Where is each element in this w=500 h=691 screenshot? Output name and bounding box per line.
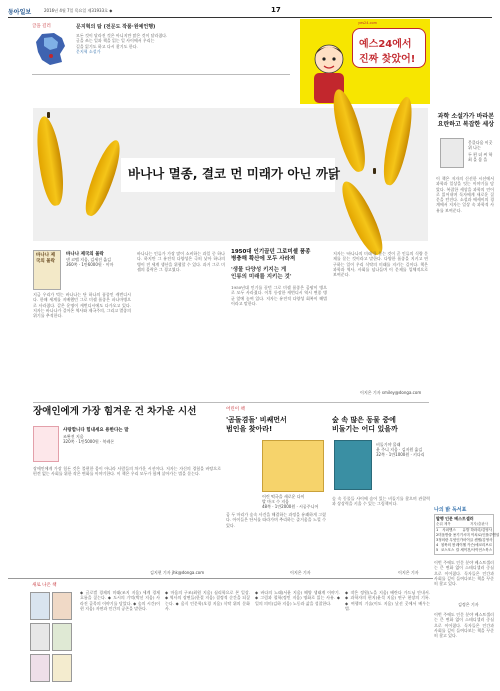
book-title: 미움받을 용기 — [438, 533, 460, 538]
new-books-covers — [30, 592, 74, 684]
table-row[interactable] — [436, 548, 492, 553]
book-author: 유발 하라리/김영사 — [462, 528, 492, 533]
right-headline-2: 요란하고 복잡한 세상 — [437, 121, 494, 128]
kids-left-cover — [262, 440, 324, 492]
top-left-line-3: 길을 잃기도 하고 다시 찾기도 한다. — [76, 43, 138, 49]
kids-right-byline: 이지은 기자 — [398, 570, 419, 575]
mid-col-2-quote-1: '생물 다양성 키지는 게 — [231, 267, 287, 273]
new-books-col-2: ◆ 마음의 구조(최원 지음) 심리학으로 본 일상. ◆ 역사의 장면들(한결 지음) 결정적 순간을 되짚는다. ◆ 음식 인문학(오경 지음) 식탁 위의 문화사. — [165, 590, 250, 611]
right-book-caption: 두 편 더 씨 학 최 을 몸 을 — [468, 152, 493, 163]
mid-col-2-headline-2: 병충해 확산에 모두 사라져 — [231, 256, 296, 262]
col-author: 저자/출판사 — [470, 522, 489, 527]
issue-date: 2016년 4월 7일 목요일 제31933호 ◆ — [44, 8, 113, 13]
kids-left — [226, 416, 326, 434]
kids-left-headline-1: '곰돌겸돌' 비쌔먼서 — [226, 416, 287, 424]
book-author: 기시미 이치로/인플루엔셜 — [459, 533, 500, 538]
book-left-title: 바나나 제국의 몰락 — [66, 252, 104, 257]
kids-right-cover — [334, 440, 372, 490]
book-author: 마이클 샌델/김영사 — [463, 538, 493, 543]
kids-right — [332, 416, 430, 434]
bestseller-section — [434, 506, 494, 513]
rank: 4 — [436, 543, 439, 548]
book-author: 칼 세이건/사이언스북스 — [455, 548, 492, 553]
book-title: 사피엔스 — [442, 528, 456, 533]
mid-col-2-body: 1950년대 인기를 끌던 그로 미셸 품종은 곰팡이 병으로 모두 사라졌다. 이후 등장한 캐번디시 역시 변종 병균 앞에 놓여 있다. 저자는 유전적 다양성 회복이 해법이라고 말한다. — [231, 285, 327, 306]
kids-section-tag: 어린이 책 — [226, 407, 245, 412]
book-left-body: 지금 우리가 먹는 바나나는 단 하나의 품종인 캐번디시다. 한때 세계를 지배했던 그로 미셸 품종은 파나마병으로 사라졌다. 같은 운명이 캐번디시에도 다가오고 있다. 저자는 바나나가 걸어온 역사와 제국주의, 그리고 멸종의 위기를 추적한다. — [33, 292, 131, 319]
rank: 5 — [436, 548, 439, 553]
kids-left-meta — [262, 494, 326, 510]
new-book-cover-1 — [30, 592, 50, 620]
book-left-meta — [66, 251, 136, 267]
book-cover-title: 바나나 제국의 몰락 — [36, 253, 55, 264]
new-books-col-3: ◆ 바다의 노래(서윤 지음) 해양 생태계 이야기. ◆ 그림과 철학(정민 지음) 명화로 읽는 사유. ◆ 일의 의미(김하 지음) 노동과 삶을 성찰한다. — [255, 590, 340, 606]
top-left-line-2: 글을 쓰는 일과 책을 읽는 일 사이에서 우리는 — [76, 38, 155, 44]
right-book-cover — [440, 138, 464, 168]
new-book-cover-4 — [52, 623, 72, 651]
bottom-left-book-author: 조완전 지음 — [63, 433, 84, 439]
yes24-ad[interactable] — [300, 19, 430, 104]
banana-feature-image — [33, 108, 428, 241]
kids-left-headline-2: 범인을 찾아라! — [226, 425, 273, 433]
kids-right-headline-2: 비둘기는 어디 있을까 — [332, 425, 398, 433]
new-books-col-4: ◆ 작은 정원(노을 지음) 베란다 가드닝 안내서. ◆ 과학자의 편지(윤석 지음) 연구 현장의 기록. ◆ 여행의 기술(이도 지음) 낯선 곳에서 배우는 법. — [345, 590, 430, 611]
header-rule — [8, 17, 492, 18]
ad-line-1: 예스24에서 — [359, 39, 412, 50]
kids-right-book-title: 비둘기야 몰래 — [376, 442, 401, 447]
top-left-line-1: 모든 것이 달라진 것은 아니지만 많은 것이 달라졌다. — [76, 33, 168, 38]
book-cover-banana — [33, 250, 61, 290]
rank: 1 — [436, 528, 439, 533]
book-title: 정의란 무엇인가 — [438, 538, 464, 543]
right-book-title: 뭉클다음 이곳 위 나는 — [468, 140, 493, 151]
kids-right-headline-1: 숲 속 많은 동물 중에 — [332, 416, 396, 424]
kids-left-book-title: 어린 떡국을 새로운 다이 — [262, 494, 305, 499]
banana-4 — [379, 95, 417, 187]
mid-section-rule — [33, 402, 429, 403]
top-left-rule — [32, 74, 290, 75]
bottom-left-book-info: 320쪽 · 1만5000원 · 북레몬 — [63, 438, 115, 444]
page-number: 17 — [271, 6, 281, 14]
right-headline-1: 과학 소설가가 바라본 — [437, 113, 494, 120]
book-left-info: 360쪽 · 1만6000원 · 이마 — [66, 262, 114, 268]
disability-book-cover — [33, 426, 59, 462]
new-book-cover-3 — [30, 623, 50, 651]
ad-site-tag: yes24.com — [358, 21, 378, 25]
new-book-cover-5 — [30, 654, 50, 682]
mid-col-3-body: 저자는 '바나나의 미래'를 묻는 것이 곧 인류의 식량 문제를 묻는 것이라고 말한다. 다양한 품종을 지키고 연구하는 일이 우리 식탁의 미래를 지키는 길이다. 책은 과학과 역사, 사회를 넘나들며 이 문제를 입체적으로 보여준다. — [333, 251, 428, 278]
banana-2 — [80, 137, 126, 219]
book-left-author: 댄 코펠 지음, 김세진 옮김 — [66, 257, 111, 262]
kids-left-author: 발 마크 수 지음 — [262, 499, 289, 505]
kids-right-info: 32쪽 · 1만1000원 · 키다리 — [376, 452, 425, 458]
mid-col-3-byline: 이지은 기자 smiley@donga.com — [360, 390, 422, 395]
new-books-section-tag: 새로 나온 책 — [32, 583, 57, 588]
rank: 3 — [436, 538, 439, 543]
kids-left-body: 곰 두 마리가 숲속 사건을 해결하는 과정을 유쾌하게 그렸다. 아이들은 단서를 따라가며 추리하는 즐거움을 느낄 수 있다. — [226, 512, 326, 528]
masthead: 동아일보 — [8, 9, 32, 16]
bestseller-body: 이번 주에도 인문 분야 베스트셀러는 큰 변화 없이 스테디셀러 중심으로 이어졌다. 독자들은 인간과 사회를 깊이 들여다보는 책을 꾸준히 찾고 있다. — [434, 560, 494, 587]
korea-map-illustration — [32, 32, 70, 66]
mid-col-2 — [231, 249, 327, 385]
top-left-headline: 문지혁의 탐 (전문도 작품·원예언행) — [76, 24, 156, 30]
mid-col-2-quote-2: 인류의 미래를 지키는 것' — [231, 274, 292, 280]
bestseller-table-title: 발행 인문 베스트셀러 — [436, 516, 474, 521]
kids-right-meta — [376, 442, 430, 458]
ad-line-2: 진짜 찾았어! — [359, 54, 416, 65]
right-bottom-body: 이번 주에도 인문 분야 베스트셀러는 큰 변화 없이 스테디셀러 중심으로 이어졌다. 독자들은 인간과 사회를 깊이 들여다보는 책을 꾸준히 찾고 있다. — [434, 612, 494, 639]
bestseller-table — [434, 514, 500, 555]
bottom-section-rule — [8, 578, 433, 579]
rank: 2 — [436, 533, 439, 538]
bestseller-title: 나의 밝 독서표 — [434, 507, 467, 513]
new-book-cover-2 — [52, 592, 72, 620]
top-left-article — [76, 23, 260, 71]
kids-right-author: 윤 주니 지음 · 김지원 옮김 — [376, 447, 423, 453]
bottom-left-book-title: 사랑합니다 힘내세요 용한다는 말 — [63, 428, 129, 433]
bottom-left-headline: 장애인에게 가장 힘겨운 건 차가운 시선 — [33, 406, 197, 417]
bestseller-byline: 김정은 기자 — [458, 602, 479, 607]
new-books-col-1: ◆ 글로벌 경제의 미래(조지 지음) 세계 경제 흐름을 짚는다. ◆ 도시의 기억(박선 지음) 사라진 골목의 이야기를 담았다. ◆ 숲의 시간(이현 지음) 자연과 인간의 공존을 말한다. — [80, 590, 160, 611]
ad-character — [304, 41, 354, 103]
bottom-left-byline: 김지현 기자 jhk@donga.com — [150, 570, 205, 575]
page-header — [8, 6, 492, 16]
book-title: 코스모스 — [440, 548, 455, 553]
bottom-left-book-meta — [63, 428, 153, 444]
ad-speech-bubble — [352, 28, 426, 68]
banana-5 — [335, 177, 389, 259]
mid-col-1-body: 바나나는 인류가 가장 많이 소비하는 과일 중 하나다. 하지만 그 유전적 다양성은 극히 낮아 하나의 병이 전 세계 생산을 위협할 수 있다. 과거 그로 미셸의 몰락은 그 경고였다. — [137, 251, 225, 272]
kids-right-body: 숲 속 동물들 사이에 숨어 있는 비둘기를 찾으며 관찰력과 상상력을 키울 수 있는 그림책이다. — [332, 496, 430, 507]
right-column-body: 이 책은 저자의 신선한 시선에서 과학과 일상을 잇는 이야기를 담았다. 복잡한 세상을 과학의 언어로 읽어내며 독자에게 새로운 질문을 던진다. 소설과 에세이의 경계에서 저자는 일상 속 과학적 사유를 보여준다. — [436, 176, 494, 213]
section-tag: 글을 길러 — [32, 24, 51, 29]
banana-1 — [33, 115, 67, 207]
mid-col-2-headline-1: 1950대 인기끌던 그로미셸 품종 — [231, 249, 311, 255]
book-title: 침묵의 봄 — [440, 543, 456, 548]
bottom-left-body: 장애인에게 가장 힘든 것은 불편한 몸이 아니라 사람들의 차가운 시선이다. 저자는 자신의 경험을 바탕으로 편견 없는 사회를 위한 작은 변화를 이야기한다. 이 책은 우리 모두가 함께 살아가는 법을 묻는다. — [33, 466, 221, 477]
kids-left-info: 48쪽 · 1만2000원 · 시공주니어 — [262, 504, 319, 510]
banana-tip-2 — [373, 168, 376, 174]
banana-tip-1 — [47, 112, 50, 118]
col-rank: 순위 — [436, 522, 443, 527]
top-left-byline: 문지혁 소설가 — [76, 48, 101, 54]
book-author: 레이첼 카슨/에코리브르 — [455, 543, 492, 548]
feature-title: 바나나 멸종, 결코 먼 미래가 아닌 까닭 — [128, 166, 340, 181]
kids-left-byline: 이지은 기자 — [290, 570, 311, 575]
new-book-cover-6 — [52, 654, 72, 682]
col-title: 제목 — [444, 522, 451, 527]
